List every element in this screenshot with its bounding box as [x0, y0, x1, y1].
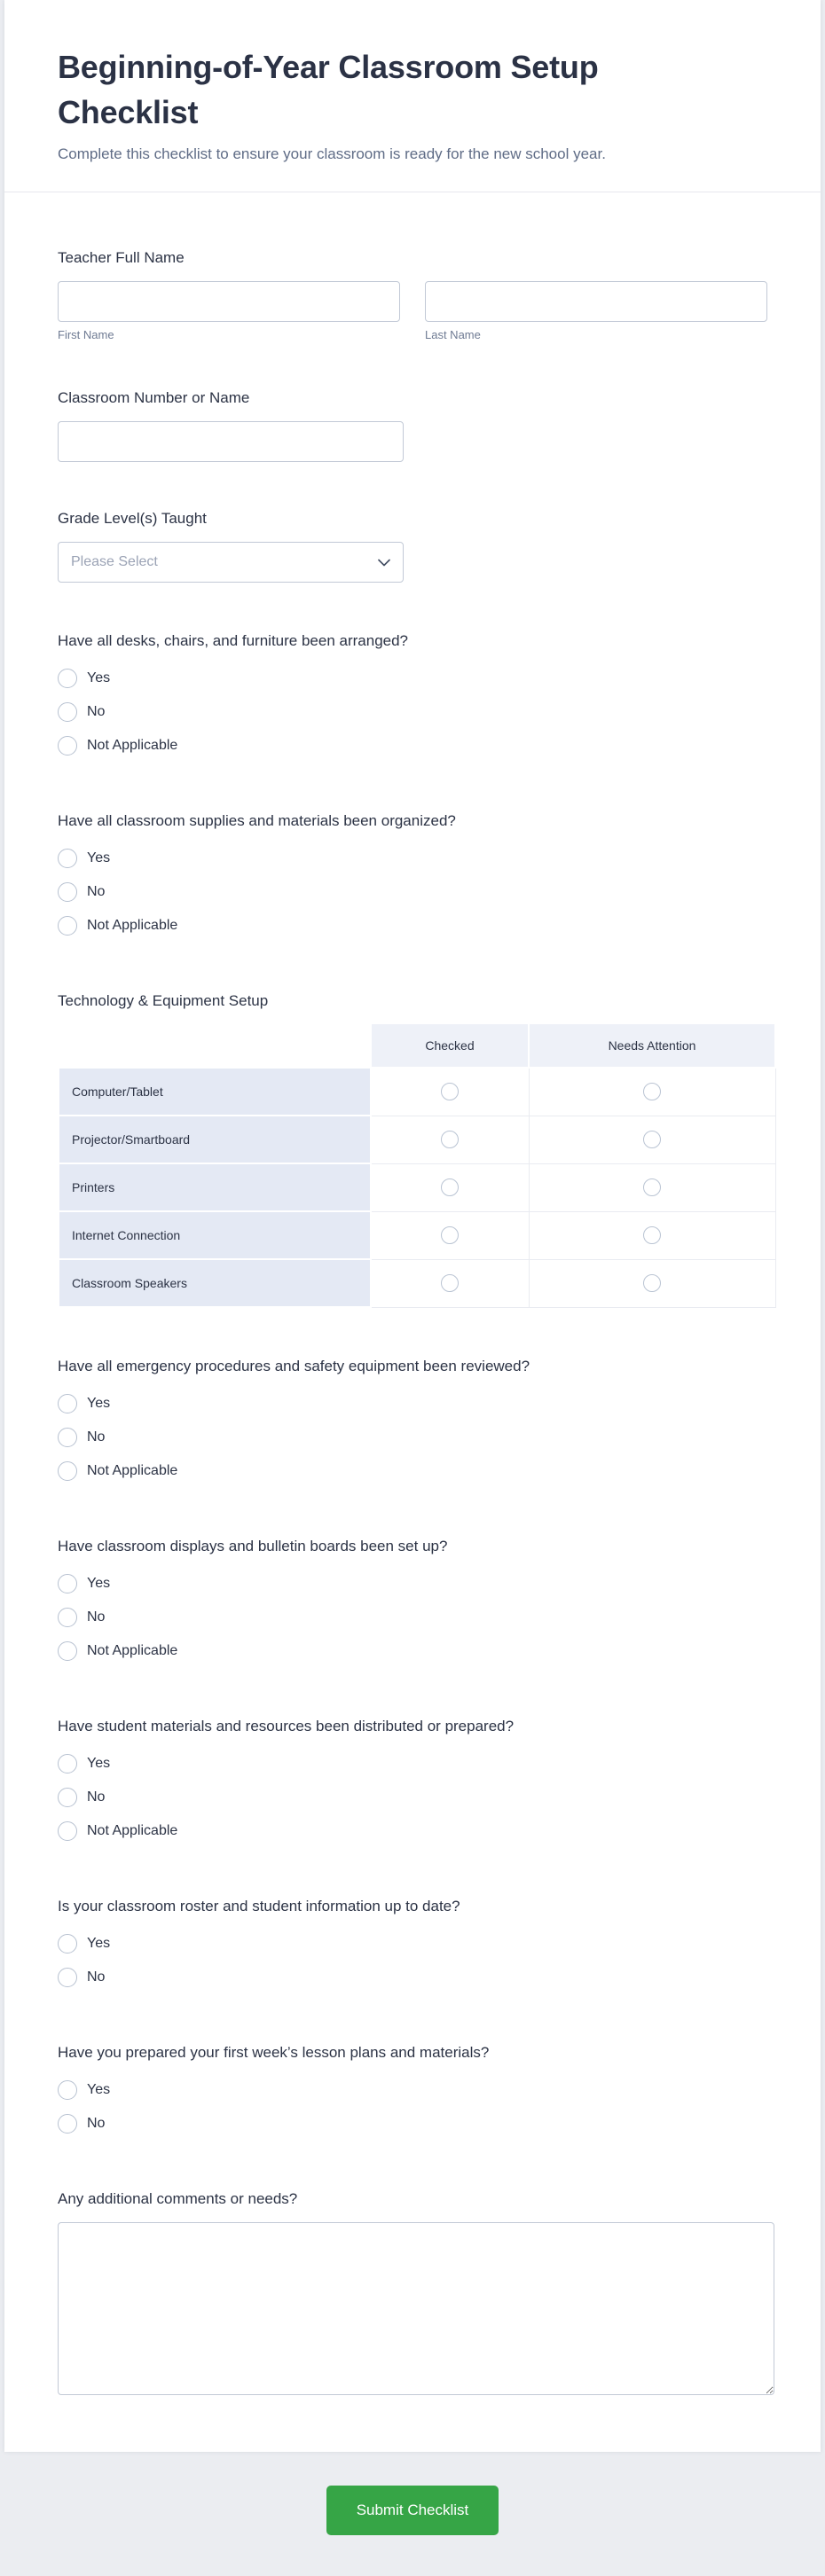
- radio-option-label: Yes: [87, 2082, 111, 2098]
- first-name-sublabel: First Name: [58, 328, 114, 342]
- radio-option-label: No: [87, 1429, 106, 1445]
- radio-group: [58, 1747, 767, 1848]
- radio-option-label: Yes: [87, 850, 111, 866]
- comments-field: [58, 2190, 767, 2395]
- radio-icon[interactable]: [441, 1274, 459, 1292]
- matrix-cell[interactable]: [371, 1068, 529, 1116]
- question-student-materials: [58, 1718, 767, 1848]
- radio-option-label: Yes: [87, 1576, 111, 1592]
- classroom-field: [58, 389, 767, 462]
- radio-option-na[interactable]: [58, 1634, 767, 1668]
- matrix-corner-cell: [59, 1023, 371, 1068]
- last-name-col: [425, 281, 767, 341]
- radio-option-label: Yes: [87, 1936, 111, 1952]
- last-name-sublabel: Last Name: [425, 328, 481, 342]
- teacher-name-label: Teacher Full Name: [58, 249, 185, 267]
- submit-button[interactable]: Submit Checklist: [326, 2486, 499, 2535]
- form-body: [4, 192, 821, 2452]
- radio-option-label: No: [87, 884, 106, 900]
- question-emergency: [58, 1358, 767, 1488]
- grade-select-value: Please Select: [71, 554, 158, 570]
- radio-option-na[interactable]: [58, 1814, 767, 1848]
- radio-option-yes[interactable]: [58, 1567, 767, 1601]
- matrix-label: Technology & Equipment Setup: [58, 992, 269, 1010]
- matrix-row: [59, 1163, 775, 1211]
- radio-option-no[interactable]: [58, 695, 767, 729]
- matrix-row-label: Projector/Smartboard: [59, 1116, 371, 1163]
- radio-icon[interactable]: [58, 1394, 77, 1413]
- question-roster: [58, 1898, 767, 1994]
- question-supplies: [58, 812, 767, 943]
- classroom-input[interactable]: [58, 421, 404, 462]
- radio-option-no[interactable]: [58, 1421, 767, 1454]
- form-subtitle: Complete this checklist to ensure your classroom is ready for the new school year.: [58, 145, 606, 163]
- radio-option-no[interactable]: [58, 875, 767, 909]
- radio-icon[interactable]: [441, 1226, 459, 1244]
- equipment-matrix: [58, 1022, 776, 1308]
- classroom-label: Classroom Number or Name: [58, 389, 250, 407]
- question-label: Have classroom displays and bulletin boards been set up?: [58, 1538, 448, 1555]
- radio-icon[interactable]: [58, 2114, 77, 2134]
- matrix-cell[interactable]: [371, 1259, 529, 1307]
- radio-option-label: Not Applicable: [87, 918, 178, 934]
- radio-icon[interactable]: [441, 1178, 459, 1196]
- comments-label: Any additional comments or needs?: [58, 2190, 298, 2208]
- radio-option-yes[interactable]: [58, 842, 767, 875]
- matrix-row-label: Internet Connection: [59, 1211, 371, 1259]
- radio-option-yes[interactable]: [58, 1747, 767, 1781]
- question-label: Have all desks, chairs, and furniture been arranged?: [58, 632, 409, 650]
- matrix-row: [59, 1068, 775, 1116]
- matrix-cell[interactable]: [371, 1163, 529, 1211]
- radio-option-na[interactable]: [58, 729, 767, 763]
- radio-option-na[interactable]: [58, 1454, 767, 1488]
- radio-icon[interactable]: [58, 1934, 77, 1954]
- matrix-row-label: Classroom Speakers: [59, 1259, 371, 1307]
- matrix-cell[interactable]: [529, 1211, 775, 1259]
- comments-textarea[interactable]: [58, 2222, 774, 2395]
- radio-icon[interactable]: [58, 669, 77, 688]
- matrix-col-needs-attention: Needs Attention: [529, 1023, 775, 1068]
- grade-select[interactable]: [58, 542, 404, 583]
- grade-field: [58, 510, 767, 583]
- radio-option-yes[interactable]: [58, 1387, 767, 1421]
- radio-icon[interactable]: [58, 1608, 77, 1627]
- matrix-row: [59, 1211, 775, 1259]
- radio-option-no[interactable]: [58, 1601, 767, 1634]
- question-label: Have all emergency procedures and safety equipment been reviewed?: [58, 1358, 530, 1375]
- radio-icon[interactable]: [441, 1083, 459, 1100]
- question-lesson-plans: [58, 2044, 767, 2141]
- radio-option-label: No: [87, 2116, 106, 2132]
- question-label: Have all classroom supplies and materials been organized?: [58, 812, 456, 830]
- radio-option-label: Not Applicable: [87, 1463, 178, 1479]
- radio-option-label: Yes: [87, 670, 111, 686]
- radio-icon[interactable]: [58, 702, 77, 722]
- radio-group: [58, 2073, 767, 2141]
- form-title: Beginning-of-Year Classroom Setup Checklist: [58, 49, 599, 131]
- radio-option-label: Yes: [87, 1396, 111, 1412]
- radio-option-label: No: [87, 1609, 106, 1625]
- radio-option-label: Not Applicable: [87, 738, 178, 754]
- radio-option-no[interactable]: [58, 1781, 767, 1814]
- form-header: [4, 0, 821, 192]
- radio-icon[interactable]: [643, 1274, 661, 1292]
- radio-icon[interactable]: [643, 1178, 661, 1196]
- matrix-cell[interactable]: [529, 1068, 775, 1116]
- matrix-cell[interactable]: [529, 1116, 775, 1163]
- matrix-cell[interactable]: [529, 1259, 775, 1307]
- matrix-header-row: [59, 1023, 775, 1068]
- radio-option-no[interactable]: [58, 2107, 767, 2141]
- question-displays: [58, 1538, 767, 1668]
- equipment-matrix-section: [58, 992, 767, 1308]
- question-furniture: [58, 632, 767, 763]
- radio-option-label: Yes: [87, 1756, 111, 1772]
- name-row: [58, 281, 767, 341]
- question-label: Is your classroom roster and student information up to date?: [58, 1898, 460, 1915]
- radio-icon[interactable]: [58, 916, 77, 936]
- matrix-cell[interactable]: [371, 1116, 529, 1163]
- form-card: [4, 0, 821, 2452]
- question-label: Have student materials and resources been distributed or prepared?: [58, 1718, 515, 1735]
- radio-option-label: Not Applicable: [87, 1643, 178, 1659]
- radio-icon[interactable]: [58, 2080, 77, 2100]
- radio-icon[interactable]: [58, 1428, 77, 1447]
- radio-icon[interactable]: [58, 849, 77, 868]
- radio-icon[interactable]: [643, 1226, 661, 1244]
- grade-label: Grade Level(s) Taught: [58, 510, 207, 528]
- radio-icon[interactable]: [58, 1461, 77, 1481]
- radio-option-label: No: [87, 1789, 106, 1805]
- radio-group: [58, 1387, 767, 1488]
- last-name-input[interactable]: [425, 281, 767, 322]
- matrix-row-label: Computer/Tablet: [59, 1068, 371, 1116]
- radio-icon[interactable]: [58, 1821, 77, 1841]
- radio-option-yes[interactable]: [58, 1927, 767, 1961]
- teacher-name-field: [58, 249, 767, 341]
- chevron-down-icon: [378, 559, 390, 567]
- radio-icon[interactable]: [58, 882, 77, 902]
- radio-icon[interactable]: [643, 1083, 661, 1100]
- radio-group: [58, 662, 767, 763]
- matrix-row-label: Printers: [59, 1163, 371, 1211]
- question-label: Have you prepared your first week’s lesson plans and materials?: [58, 2044, 490, 2062]
- radio-icon[interactable]: [58, 1574, 77, 1593]
- radio-group: [58, 1567, 767, 1668]
- radio-option-label: Not Applicable: [87, 1823, 178, 1839]
- radio-group: [58, 842, 767, 943]
- submit-bar: [0, 2452, 825, 2576]
- first-name-col: [58, 281, 400, 341]
- matrix-col-checked: Checked: [371, 1023, 529, 1068]
- radio-group: [58, 1927, 767, 1994]
- matrix-row: [59, 1259, 775, 1307]
- radio-icon[interactable]: [58, 1641, 77, 1661]
- radio-option-na[interactable]: [58, 909, 767, 943]
- radio-icon[interactable]: [58, 1754, 77, 1773]
- radio-option-yes[interactable]: [58, 662, 767, 695]
- first-name-input[interactable]: [58, 281, 400, 322]
- radio-icon[interactable]: [643, 1131, 661, 1148]
- radio-option-label: No: [87, 1969, 106, 1985]
- radio-option-no[interactable]: [58, 1961, 767, 1994]
- matrix-cell[interactable]: [371, 1211, 529, 1259]
- radio-icon[interactable]: [58, 736, 77, 756]
- matrix-row: [59, 1116, 775, 1163]
- radio-icon[interactable]: [58, 1968, 77, 1987]
- radio-option-label: No: [87, 704, 106, 720]
- radio-option-yes[interactable]: [58, 2073, 767, 2107]
- radio-icon[interactable]: [58, 1788, 77, 1807]
- radio-icon[interactable]: [441, 1131, 459, 1148]
- matrix-cell[interactable]: [529, 1163, 775, 1211]
